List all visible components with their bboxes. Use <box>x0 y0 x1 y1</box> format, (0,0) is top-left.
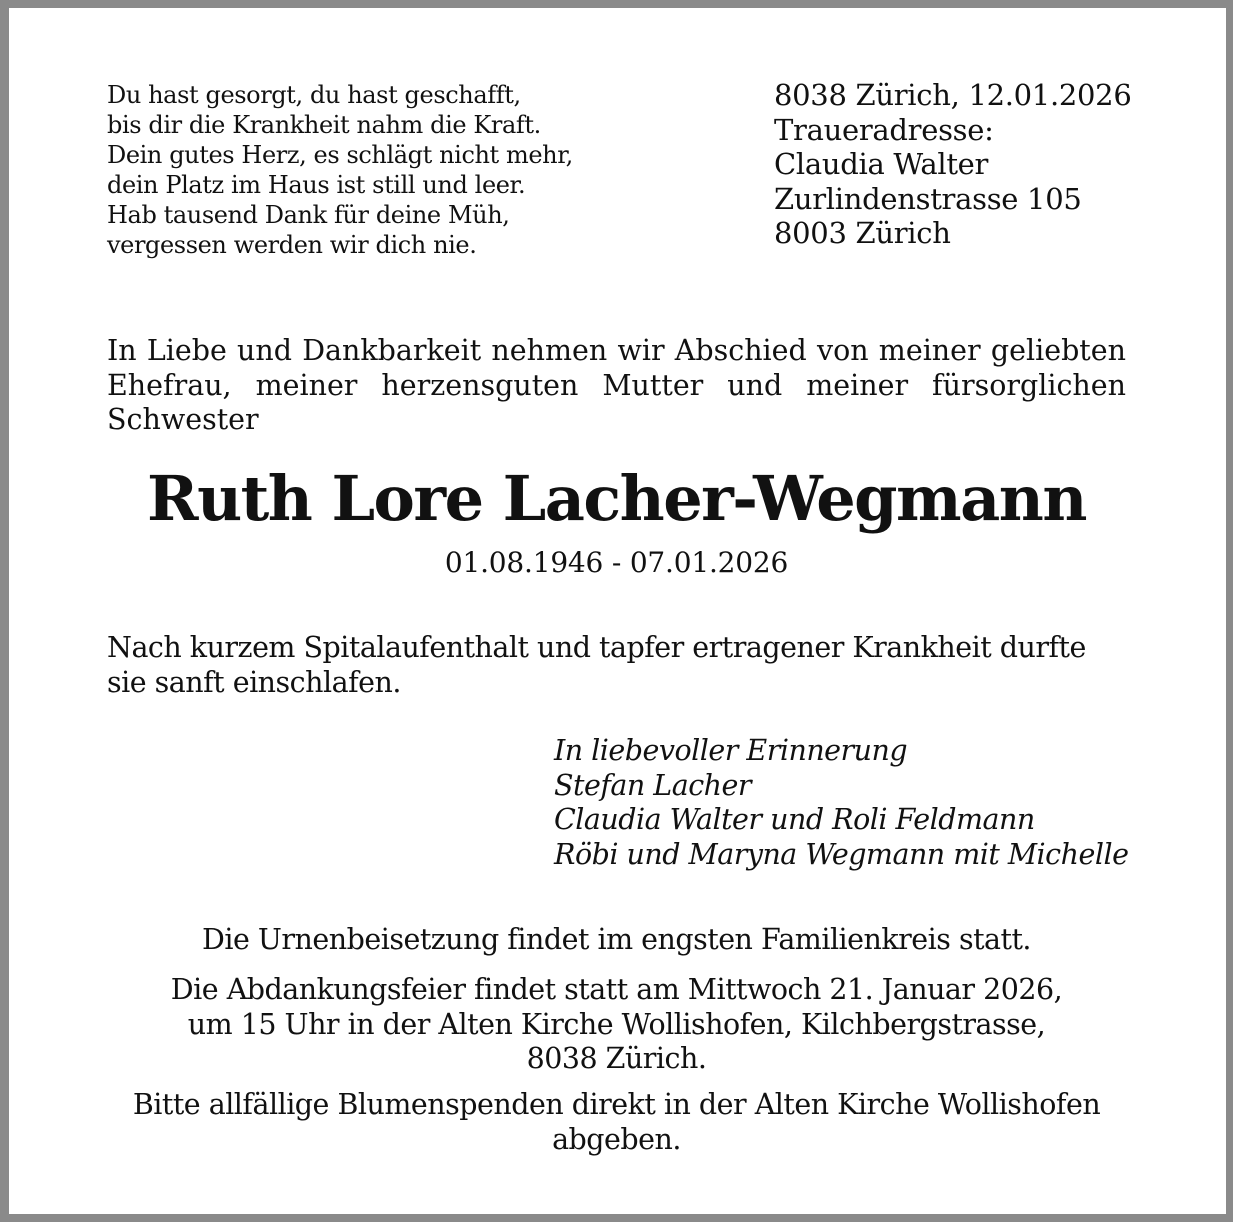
life-dates: 01.08.1946 - 07.01.2026 <box>444 546 789 579</box>
poem-line: vergessen werden wir dich nie. <box>107 231 477 259</box>
poem-line: Hab tausend Dank für deine Müh, <box>107 201 510 229</box>
poem-line: bis dir die Krankheit nahm die Kraft. <box>107 111 541 139</box>
flowers-notice <box>0 1088 1233 1157</box>
intro-line: Ehefrau, meiner herzensguten Mutter und meiner fürsorglichen <box>107 368 1126 402</box>
flowers-line: abgeben. <box>552 1122 681 1156</box>
address-city: 8003 Zürich <box>774 216 951 250</box>
place-date: 8038 Zürich, 12.01.2026 <box>774 78 1132 112</box>
ceremony-notice <box>0 973 1233 1077</box>
signature-line: Stefan Lacher <box>554 768 752 802</box>
address-name: Claudia Walter <box>774 147 989 181</box>
poem <box>107 80 573 260</box>
poem-line: dein Platz im Haus ist still und leer. <box>107 171 526 199</box>
ceremony-line: 8038 Zürich. <box>526 1042 707 1075</box>
poem-line: Du hast gesorgt, du hast geschafft, <box>107 81 521 109</box>
address-street: Zurlindenstrasse 105 <box>774 181 1082 216</box>
ceremony-line: um 15 Uhr in der Alten Kirche Wollishofen, Kilchbergstrasse, <box>187 1007 1046 1041</box>
family-signatures <box>554 734 1128 872</box>
passing-paragraph <box>107 631 1086 700</box>
signature-line: Claudia Walter und Roli Feldmann <box>554 803 1035 836</box>
ceremony-line: Die Abdankungsfeier findet statt am Mittwoch 21. Januar 2026, <box>170 973 1063 1006</box>
intro-line: Schwester <box>107 403 259 436</box>
signature-line: In liebevoller Erinnerung <box>554 734 908 767</box>
address-label: Traueradresse: <box>774 112 994 147</box>
passing-line: sie sanft einschlafen. <box>107 665 401 699</box>
signature-line: Röbi und Maryna Wegmann mit Michelle <box>554 837 1129 871</box>
intro-line: In Liebe und Dankbarkeit nehmen wir Abschied von meiner geliebten <box>107 334 1126 367</box>
poem-line: Dein gutes Herz, es schlägt nicht mehr, <box>107 141 573 169</box>
mourning-address <box>774 78 1131 251</box>
passing-line: Nach kurzem Spitalaufenthalt und tapfer ertragener Krankheit durfte <box>107 631 1086 664</box>
urn-line: Die Urnenbeisetzung findet im engsten Familienkreis statt. <box>202 923 1031 956</box>
urn-burial-notice <box>0 923 1233 958</box>
deceased-name: Ruth Lore Lacher-Wegmann <box>147 462 1086 535</box>
intro-paragraph <box>107 334 1126 438</box>
flowers-line: Bitte allfällige Blumenspenden direkt in der Alten Kirche Wollishofen <box>132 1088 1101 1121</box>
